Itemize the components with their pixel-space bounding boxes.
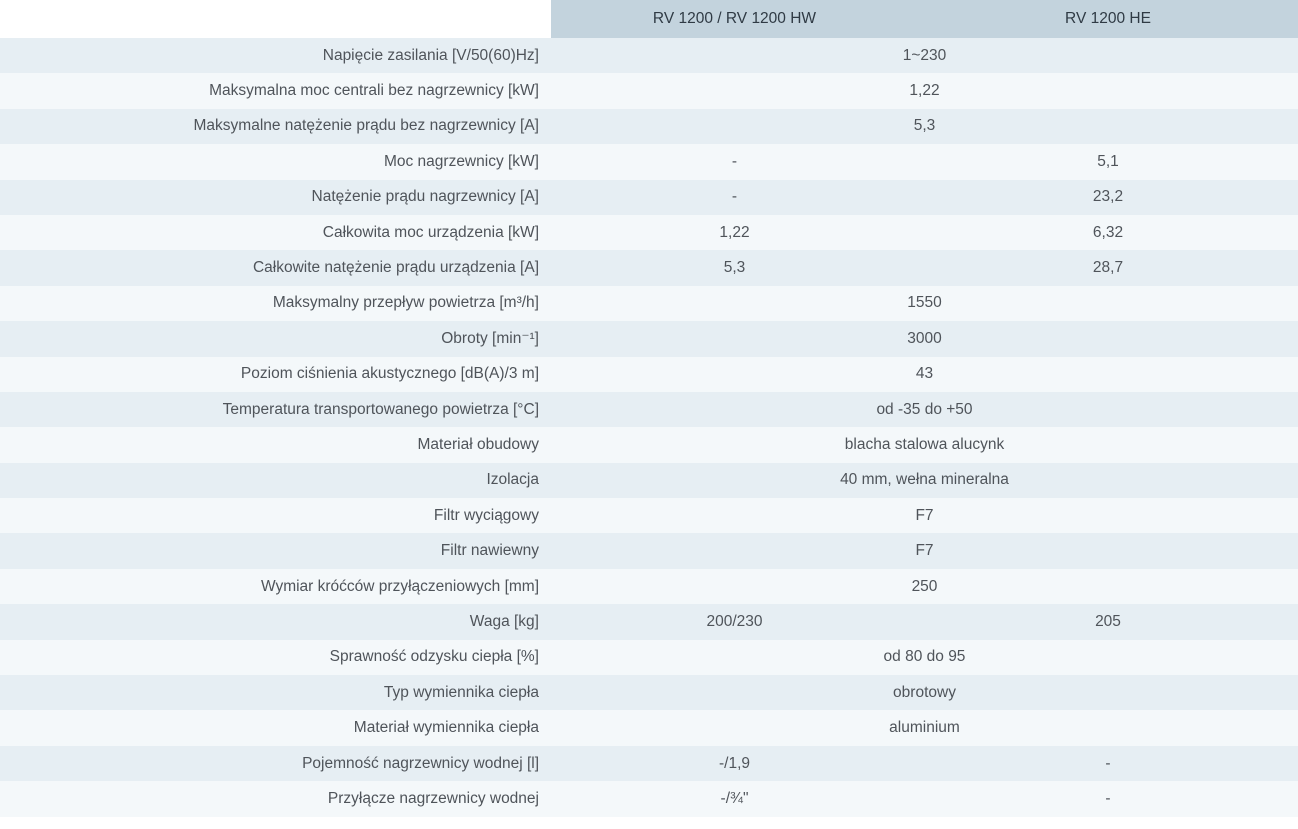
row-label: Waga [kg] (0, 604, 551, 639)
row-value-shared: blacha stalowa alucynk (551, 427, 1298, 462)
row-value-shared: 250 (551, 569, 1298, 604)
table-row (0, 180, 1298, 215)
row-value-shared: 1550 (551, 286, 1298, 321)
table-row (0, 321, 1298, 356)
table-row (0, 144, 1298, 179)
row-value-shared: F7 (551, 498, 1298, 533)
row-label: Całkowita moc urządzenia [kW] (0, 215, 551, 250)
table-row (0, 286, 1298, 321)
row-label: Filtr nawiewny (0, 533, 551, 568)
row-label: Temperatura transportowanego powietrza [°C] (0, 392, 551, 427)
table-body (0, 38, 1298, 817)
row-value-rv1200he: - (918, 746, 1298, 781)
row-label: Poziom ciśnienia akustycznego [dB(A)/3 m] (0, 357, 551, 392)
row-label: Izolacja (0, 463, 551, 498)
row-label: Przyłącze nagrzewnicy wodnej (0, 781, 551, 816)
row-value-rv1200he: 5,1 (918, 144, 1298, 179)
table-row (0, 215, 1298, 250)
table-header (0, 0, 1298, 38)
row-label: Obroty [min⁻¹] (0, 321, 551, 356)
row-value-shared: F7 (551, 533, 1298, 568)
table-row (0, 781, 1298, 816)
row-label: Wymiar króćców przyłączeniowych [mm] (0, 569, 551, 604)
row-label: Materiał wymiennika ciepła (0, 710, 551, 745)
row-value-shared: od 80 do 95 (551, 640, 1298, 675)
row-value-rv1200he: 205 (918, 604, 1298, 639)
table-row (0, 109, 1298, 144)
table-row (0, 569, 1298, 604)
row-label: Maksymalny przepływ powietrza [m³/h] (0, 286, 551, 321)
table-row (0, 710, 1298, 745)
row-label: Maksymalne natężenie prądu bez nagrzewnicy [A] (0, 109, 551, 144)
table-row (0, 746, 1298, 781)
table-header-row (0, 0, 1298, 38)
row-value-shared: 3000 (551, 321, 1298, 356)
row-value-rv1200: 5,3 (551, 250, 918, 285)
row-label: Moc nagrzewnicy [kW] (0, 144, 551, 179)
table-row (0, 73, 1298, 108)
row-value-shared: obrotowy (551, 675, 1298, 710)
row-value-shared: 5,3 (551, 109, 1298, 144)
table-row (0, 392, 1298, 427)
row-label: Napięcie zasilania [V/50(60)Hz] (0, 38, 551, 73)
table-row (0, 498, 1298, 533)
table-row (0, 38, 1298, 73)
table-row (0, 533, 1298, 568)
header-col-rv1200: RV 1200 / RV 1200 HW (551, 0, 918, 38)
row-value-rv1200: -/1,9 (551, 746, 918, 781)
row-value-rv1200he: 28,7 (918, 250, 1298, 285)
row-value-rv1200: 200/230 (551, 604, 918, 639)
row-value-rv1200he: 6,32 (918, 215, 1298, 250)
table-row (0, 675, 1298, 710)
row-label: Natężenie prądu nagrzewnicy [A] (0, 180, 551, 215)
header-col-rv1200he: RV 1200 HE (918, 0, 1298, 38)
row-value-shared: 1~230 (551, 38, 1298, 73)
row-label: Pojemność nagrzewnicy wodnej [l] (0, 746, 551, 781)
row-value-rv1200: - (551, 180, 918, 215)
row-value-shared: 40 mm, wełna mineralna (551, 463, 1298, 498)
table-row (0, 640, 1298, 675)
table-row (0, 463, 1298, 498)
row-label: Sprawność odzysku ciepła [%] (0, 640, 551, 675)
row-label: Maksymalna moc centrali bez nagrzewnicy [kW] (0, 73, 551, 108)
row-label: Materiał obudowy (0, 427, 551, 462)
row-label: Filtr wyciągowy (0, 498, 551, 533)
row-value-rv1200: - (551, 144, 918, 179)
row-value-rv1200he: - (918, 781, 1298, 816)
row-label: Całkowite natężenie prądu urządzenia [A] (0, 250, 551, 285)
row-value-shared: aluminium (551, 710, 1298, 745)
row-value-rv1200he: 23,2 (918, 180, 1298, 215)
row-label: Typ wymiennika ciepła (0, 675, 551, 710)
row-value-rv1200: -/¾" (551, 781, 918, 816)
row-value-shared: 43 (551, 357, 1298, 392)
table-row (0, 604, 1298, 639)
table-row (0, 427, 1298, 462)
table-row (0, 357, 1298, 392)
row-value-rv1200: 1,22 (551, 215, 918, 250)
row-value-shared: od -35 do +50 (551, 392, 1298, 427)
table-row (0, 250, 1298, 285)
header-blank (0, 0, 551, 38)
row-value-shared: 1,22 (551, 73, 1298, 108)
